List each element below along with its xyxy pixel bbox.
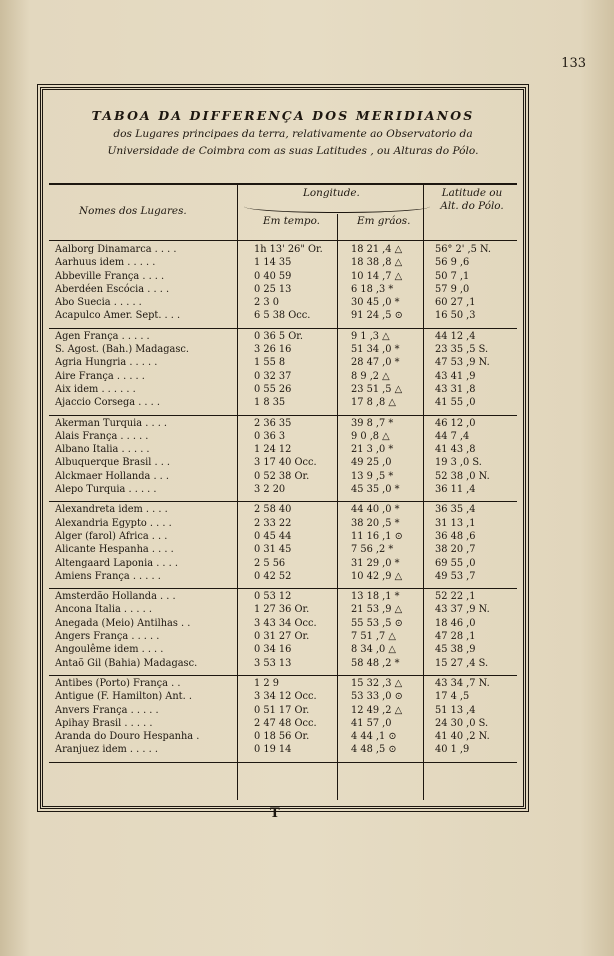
latitude: 69 55 ,0: [435, 557, 476, 569]
latitude: 51 13 ,4: [435, 704, 476, 716]
table-row: [49, 591, 517, 604]
latitude: 41 55 ,0: [435, 397, 476, 409]
place-name: Acapulco Amer. Sept. . . .: [55, 310, 181, 322]
degree-diff: 13 9 ,5 *: [351, 470, 394, 482]
table-row: [49, 457, 517, 470]
time-diff: 2 47 48 Occ.: [254, 717, 317, 729]
header-latitude: Latitude ou Alt. do Pólo.: [440, 187, 504, 212]
row-group: [49, 416, 517, 503]
place-name: Aire França . . . . .: [55, 370, 145, 382]
table-row: [49, 618, 517, 631]
latitude: 24 30 ,0 S.: [435, 717, 489, 729]
time-diff: 0 31 27 Or.: [254, 631, 310, 643]
degree-diff: 6 18 ,3 *: [351, 283, 394, 295]
table-body: [49, 242, 517, 763]
table-title: TABOA DA DIFFERENÇA DOS MERIDIANOS: [91, 108, 475, 123]
page-number: 133: [561, 56, 586, 71]
degree-diff: 18 21 ,4 △: [351, 244, 403, 255]
latitude: 19 3 ,0 S.: [435, 457, 482, 469]
latitude: 38 20 ,7: [435, 544, 476, 556]
place-name: Alicante Hespanha . . . .: [55, 544, 174, 556]
table-subtitle: dos Lugares principaes da terra, relativamente ao Observatorio da Universidade de Coimbra com as suas Latitudes , ou Alturas do Pólo.: [107, 128, 479, 157]
latitude: 56 9 ,6: [435, 257, 470, 269]
time-diff: 1 8 35: [254, 397, 286, 409]
row-group: [49, 589, 517, 676]
time-diff: 3 2 20: [254, 484, 286, 496]
place-name: Amiens França . . . . .: [55, 570, 161, 582]
time-diff: 1 27 36 Or.: [254, 604, 310, 616]
time-diff: 3 26 16: [254, 344, 292, 356]
time-diff: 0 31 45: [254, 544, 292, 556]
latitude: 50 7 ,1: [435, 270, 470, 282]
degree-diff: 7 56 ,2 *: [351, 544, 394, 556]
place-name: Akerman Turquia . . . .: [55, 417, 168, 429]
time-diff: 0 19 14: [254, 744, 292, 756]
degree-diff: 39 8 ,7 *: [351, 417, 394, 429]
row-group: [49, 502, 517, 589]
table-row: [49, 705, 517, 718]
time-diff: 1 24 12: [254, 444, 292, 456]
table-frame: [40, 87, 526, 809]
degree-diff: 12 49 ,2 △: [351, 704, 403, 716]
place-name: Angers França . . . . .: [55, 631, 160, 643]
degree-diff: 58 48 ,2 *: [351, 657, 400, 669]
latitude: 52 38 ,0 N.: [435, 470, 490, 482]
place-name: Ajaccio Corsega . . . .: [55, 397, 161, 409]
degree-diff: 10 42 ,9 △: [351, 570, 403, 582]
degree-diff: 55 53 ,5 ⊙: [351, 617, 403, 629]
time-diff: 2 5 56: [254, 557, 286, 569]
place-name: Albano Italia . . . . .: [55, 444, 150, 456]
degree-diff: 4 48 ,5 ⊙: [351, 744, 397, 756]
table-row: [49, 257, 517, 270]
place-name: Abbeville França . . . .: [55, 270, 165, 282]
place-name: Abo Suecia . . . . .: [55, 297, 142, 309]
place-name: Aranda do Douro Hespanha .: [55, 731, 200, 743]
degree-diff: 15 32 ,3 △: [351, 677, 403, 689]
place-name: Antibes (Porto) França . .: [55, 677, 181, 689]
latitude: 41 40 ,2 N.: [435, 731, 490, 743]
degree-diff: 9 0 ,8 △: [351, 430, 390, 442]
time-diff: 3 43 34 Occ.: [254, 617, 317, 629]
degree-diff: 10 14 ,7 △: [351, 270, 403, 282]
latitude: 36 11 ,4: [435, 484, 476, 496]
longitude-brace: [244, 200, 430, 213]
time-diff: 0 40 59: [254, 270, 292, 282]
row-group: [49, 329, 517, 416]
place-name: Angoulême idem . . . .: [55, 644, 164, 656]
latitude: 60 27 ,1: [435, 297, 476, 309]
table-row: [49, 357, 517, 370]
time-diff: 3 53 13: [254, 657, 292, 669]
place-name: S. Agost. (Bah.) Madagasc.: [55, 344, 189, 356]
place-name: Albuquerque Brasil . . .: [55, 457, 171, 469]
time-diff: 0 18 56 Or.: [254, 731, 310, 743]
place-name: Ancona Italia . . . . .: [55, 604, 152, 616]
place-name: Alepo Turquia . . . . .: [55, 484, 157, 496]
latitude: 47 53 ,9 N.: [435, 357, 490, 369]
table-row: [49, 531, 517, 544]
table-row: [49, 644, 517, 657]
latitude: 31 13 ,1: [435, 517, 476, 529]
latitude: 57 9 ,0: [435, 283, 470, 295]
table-row: [49, 678, 517, 691]
table-row: [49, 744, 517, 757]
table-row: [49, 431, 517, 444]
table-row: [49, 331, 517, 344]
table-row: [49, 344, 517, 357]
place-name: Aalborg Dinamarca . . . .: [55, 244, 177, 255]
row-group: [49, 676, 517, 763]
table-header: [49, 183, 517, 241]
table-row: [49, 718, 517, 731]
place-name: Alexandreta idem . . . .: [55, 504, 168, 516]
degree-diff: 51 34 ,0 *: [351, 344, 400, 356]
latitude: 43 31 ,8: [435, 383, 476, 395]
latitude: 46 12 ,0: [435, 417, 476, 429]
table-row: [49, 558, 517, 571]
time-diff: 3 34 12 Occ.: [254, 691, 317, 703]
degree-diff: 28 47 ,0 *: [351, 357, 400, 369]
degree-diff: 31 29 ,0 *: [351, 557, 400, 569]
degree-diff: 91 24 ,5 ⊙: [351, 310, 403, 322]
time-diff: 0 32 37: [254, 370, 292, 382]
time-diff: 2 58 40: [254, 504, 292, 516]
table-row: [49, 297, 517, 310]
place-name: Anegada (Meio) Antilhas . .: [55, 617, 191, 629]
table-row: [49, 397, 517, 410]
place-name: Altengaard Laponia . . . .: [55, 557, 178, 569]
place-name: Agen França . . . . .: [55, 330, 150, 342]
time-diff: 3 17 40 Occ.: [254, 457, 317, 469]
time-diff: 0 42 52: [254, 570, 292, 582]
time-diff: 2 33 22: [254, 517, 292, 529]
place-name: Alais França . . . . .: [55, 430, 149, 442]
degree-diff: 7 51 ,7 △: [351, 631, 396, 643]
degree-diff: 45 35 ,0 *: [351, 484, 400, 496]
degree-diff: 13 18 ,1 *: [351, 591, 400, 603]
table-row: [49, 444, 517, 457]
degree-diff: 30 45 ,0 *: [351, 297, 400, 309]
table-row: [49, 271, 517, 284]
table-row: [49, 471, 517, 484]
time-diff: 0 55 26: [254, 383, 292, 395]
table-row: [49, 518, 517, 531]
place-name: Alckmaer Hollanda . . .: [55, 470, 170, 482]
time-diff: 0 25 13: [254, 283, 292, 295]
table-row: [49, 731, 517, 744]
latitude: 23 35 ,5 S.: [435, 344, 489, 356]
time-diff: 0 36 5 Or.: [254, 330, 304, 342]
table-row: [49, 571, 517, 584]
degree-diff: 41 57 ,0: [351, 717, 392, 729]
header-em-tempo: Em tempo.: [263, 215, 320, 227]
table-row: [49, 418, 517, 431]
header-names: Nomes dos Lugares.: [79, 205, 187, 217]
table-row: [49, 244, 517, 257]
time-diff: 0 34 16: [254, 644, 292, 656]
degree-diff: 8 34 ,0 △: [351, 644, 396, 656]
place-name: Aranjuez idem . . . . .: [55, 744, 158, 756]
latitude: 44 12 ,4: [435, 330, 476, 342]
table-row: [49, 631, 517, 644]
time-diff: 6 5 38 Occ.: [254, 310, 311, 322]
place-name: Antaõ Gil (Bahia) Madagasc.: [55, 657, 198, 669]
time-diff: 1 2 9: [254, 677, 279, 689]
latitude: 49 53 ,7: [435, 570, 476, 582]
latitude: 15 27 ,4 S.: [435, 657, 489, 669]
table-row: [49, 504, 517, 517]
degree-diff: 23 51 ,5 △: [351, 383, 403, 395]
latitude: 56° 2' ,5 N.: [435, 244, 492, 255]
table-row: [49, 604, 517, 617]
latitude: 36 48 ,6: [435, 530, 476, 542]
latitude: 18 46 ,0: [435, 617, 476, 629]
place-name: Aberdéen Escócia . . . .: [55, 283, 170, 295]
time-diff: 0 51 17 Or.: [254, 704, 310, 716]
degree-diff: 21 3 ,0 *: [351, 444, 394, 456]
table-row: [49, 310, 517, 323]
degree-diff: 11 16 ,1 ⊙: [351, 530, 403, 542]
degree-diff: 4 44 ,1 ⊙: [351, 731, 397, 743]
time-diff: 2 3 0: [254, 297, 279, 309]
degree-diff: 49 25 ,0: [351, 457, 392, 469]
degree-diff: 8 9 ,2 △: [351, 370, 390, 382]
latitude: 45 38 ,9: [435, 644, 476, 656]
latitude: 41 43 ,8: [435, 444, 476, 456]
latitude: 44 7 ,4: [435, 430, 470, 442]
degree-diff: 44 40 ,0 *: [351, 504, 400, 516]
latitude: 36 35 ,4: [435, 504, 476, 516]
place-name: Agria Hungria . . . . .: [55, 357, 158, 369]
header-longitude: Longitude.: [303, 187, 360, 199]
place-name: Alger (farol) Africa . . .: [55, 530, 168, 542]
time-diff: 0 52 38 Or.: [254, 470, 310, 482]
table-row: [49, 484, 517, 497]
table-row: [49, 371, 517, 384]
degree-diff: 17 8 ,8 △: [351, 397, 396, 409]
time-diff: 1 55 8: [254, 357, 286, 369]
table-row: [49, 658, 517, 671]
time-diff: 1 14 35: [254, 257, 292, 269]
latitude: 47 28 ,1: [435, 631, 476, 643]
place-name: Alexandria Egypto . . . .: [55, 517, 172, 529]
table-row: [49, 284, 517, 297]
latitude: 16 50 ,3: [435, 310, 476, 322]
time-diff: 1h 13' 26" Or.: [254, 244, 323, 255]
table-row: [49, 384, 517, 397]
place-name: Anvers França . . . . .: [55, 704, 159, 716]
latitude: 43 37 ,9 N.: [435, 604, 490, 616]
latitude: 17 4 ,5: [435, 691, 470, 703]
time-diff: 0 45 44: [254, 530, 292, 542]
degree-diff: 21 53 ,9 △: [351, 604, 403, 616]
row-group: [49, 242, 517, 329]
signature-mark: T: [270, 806, 280, 821]
table-row: [49, 544, 517, 557]
latitude: 52 22 ,1: [435, 591, 476, 603]
degree-diff: 18 38 ,8 △: [351, 257, 403, 269]
place-name: Amsterdão Hollanda . . .: [55, 591, 176, 603]
degree-diff: 38 20 ,5 *: [351, 517, 400, 529]
time-diff: 2 36 35: [254, 417, 292, 429]
time-diff: 0 53 12: [254, 591, 292, 603]
latitude: 43 41 ,9: [435, 370, 476, 382]
place-name: Aix idem . . . . . .: [55, 383, 136, 395]
place-name: Apihay Brasil . . . . .: [55, 717, 153, 729]
header-em-graos: Em gráos.: [357, 215, 411, 227]
degree-diff: 9 1 ,3 △: [351, 330, 390, 342]
table-row: [49, 691, 517, 704]
time-diff: 0 36 3: [254, 430, 286, 442]
place-name: Aarhuus idem . . . . .: [55, 257, 156, 269]
degree-diff: 53 33 ,0 ⊙: [351, 691, 403, 703]
latitude: 43 34 ,7 N.: [435, 677, 490, 689]
latitude: 40 1 ,9: [435, 744, 470, 756]
place-name: Antigue (F. Hamilton) Ant. .: [55, 691, 192, 703]
